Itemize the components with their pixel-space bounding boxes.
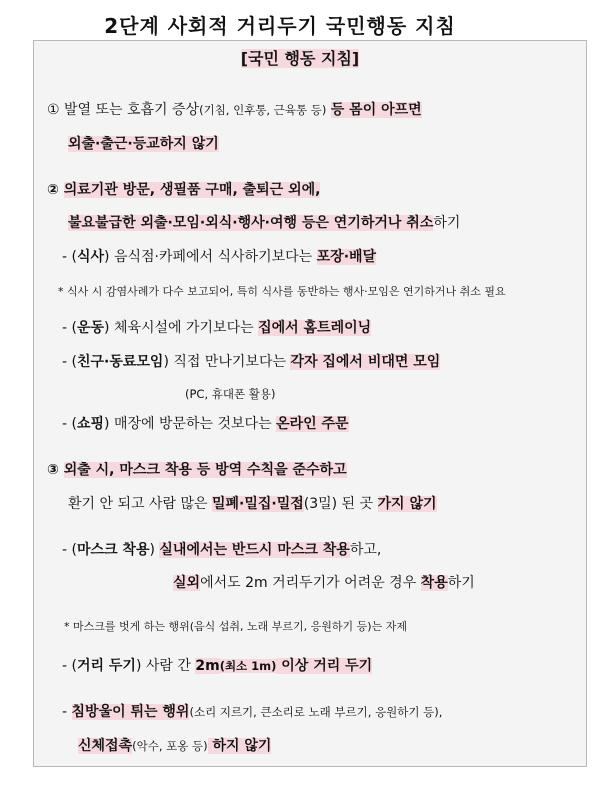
item-mask: - (마스크 착용) 실내에서는 반드시 마스크 착용하고, [62,542,382,558]
section-2-line-2: 불요불급한 외출·모임·외식·행사·여행 등은 연기하거나 취소하기 [68,215,461,231]
section-2-line-1: ② 의료기관 방문, 생필품 구매, 출퇴근 외에, [47,182,321,198]
number-3: ③ [47,462,59,478]
item-droplet-2: 신체접촉(악수, 포옹 등) 하지 않기 [78,738,272,754]
note-food: * 식사 시 감염사례가 다수 보고되어, 특히 식사를 동반하는 행사·모임은 연기하거나 취소 필요 [58,285,506,298]
item-exercise: - (운동) 체육시설에 가기보다는 집에서 홈트레이닝 [62,320,372,336]
number-2: ② [47,182,59,198]
section-1-line-2: 외출·출근·등교하지 않기 [68,136,219,152]
item-food: - (식사) 음식점·카페에서 식사하기보다는 포장·배달 [62,249,377,265]
item-droplet: - 침방울이 튀는 행위(소리 지르기, 큰소리로 노래 부르기, 응원하기 등), [62,704,443,720]
section-3-line-2: 환기 안 되고 사람 많은 밀폐·밀집·밀접(3밀) 된 곳 가지 않기 [68,496,437,512]
item-friends: - (친구·동료모임) 직접 만나기보다는 각자 집에서 비대면 모임 [62,354,441,370]
friends-sub: (PC, 휴대폰 활용) [185,387,276,401]
item-shopping: - (쇼핑) 매장에 방문하는 것보다는 온라인 주문 [62,416,349,432]
note-mask: * 마스크를 벗게 하는 행위(음식 섭취, 노래 부르기, 응원하기 등)는 자제 [64,620,407,633]
box-header: [국민 행동 지침] [240,49,360,68]
item-distance: - (거리 두기) 사람 간 2m(최소 1m) 이상 거리 두기 [62,658,373,674]
section-3-line-1: ③ 외출 시, 마스크 착용 등 방역 수칙을 준수하고 [47,462,347,478]
page-title: 2단계 사회적 거리두기 국민행동 지침 [104,14,456,38]
number-1: ① [47,102,60,118]
section-1-line-1: ① 발열 또는 호흡기 증상(기침, 인후통, 근육통 등) 등 몸이 아프면 [47,102,422,118]
item-mask-2: 실외에서도 2m 거리두기가 어려운 경우 착용하기 [173,575,475,591]
